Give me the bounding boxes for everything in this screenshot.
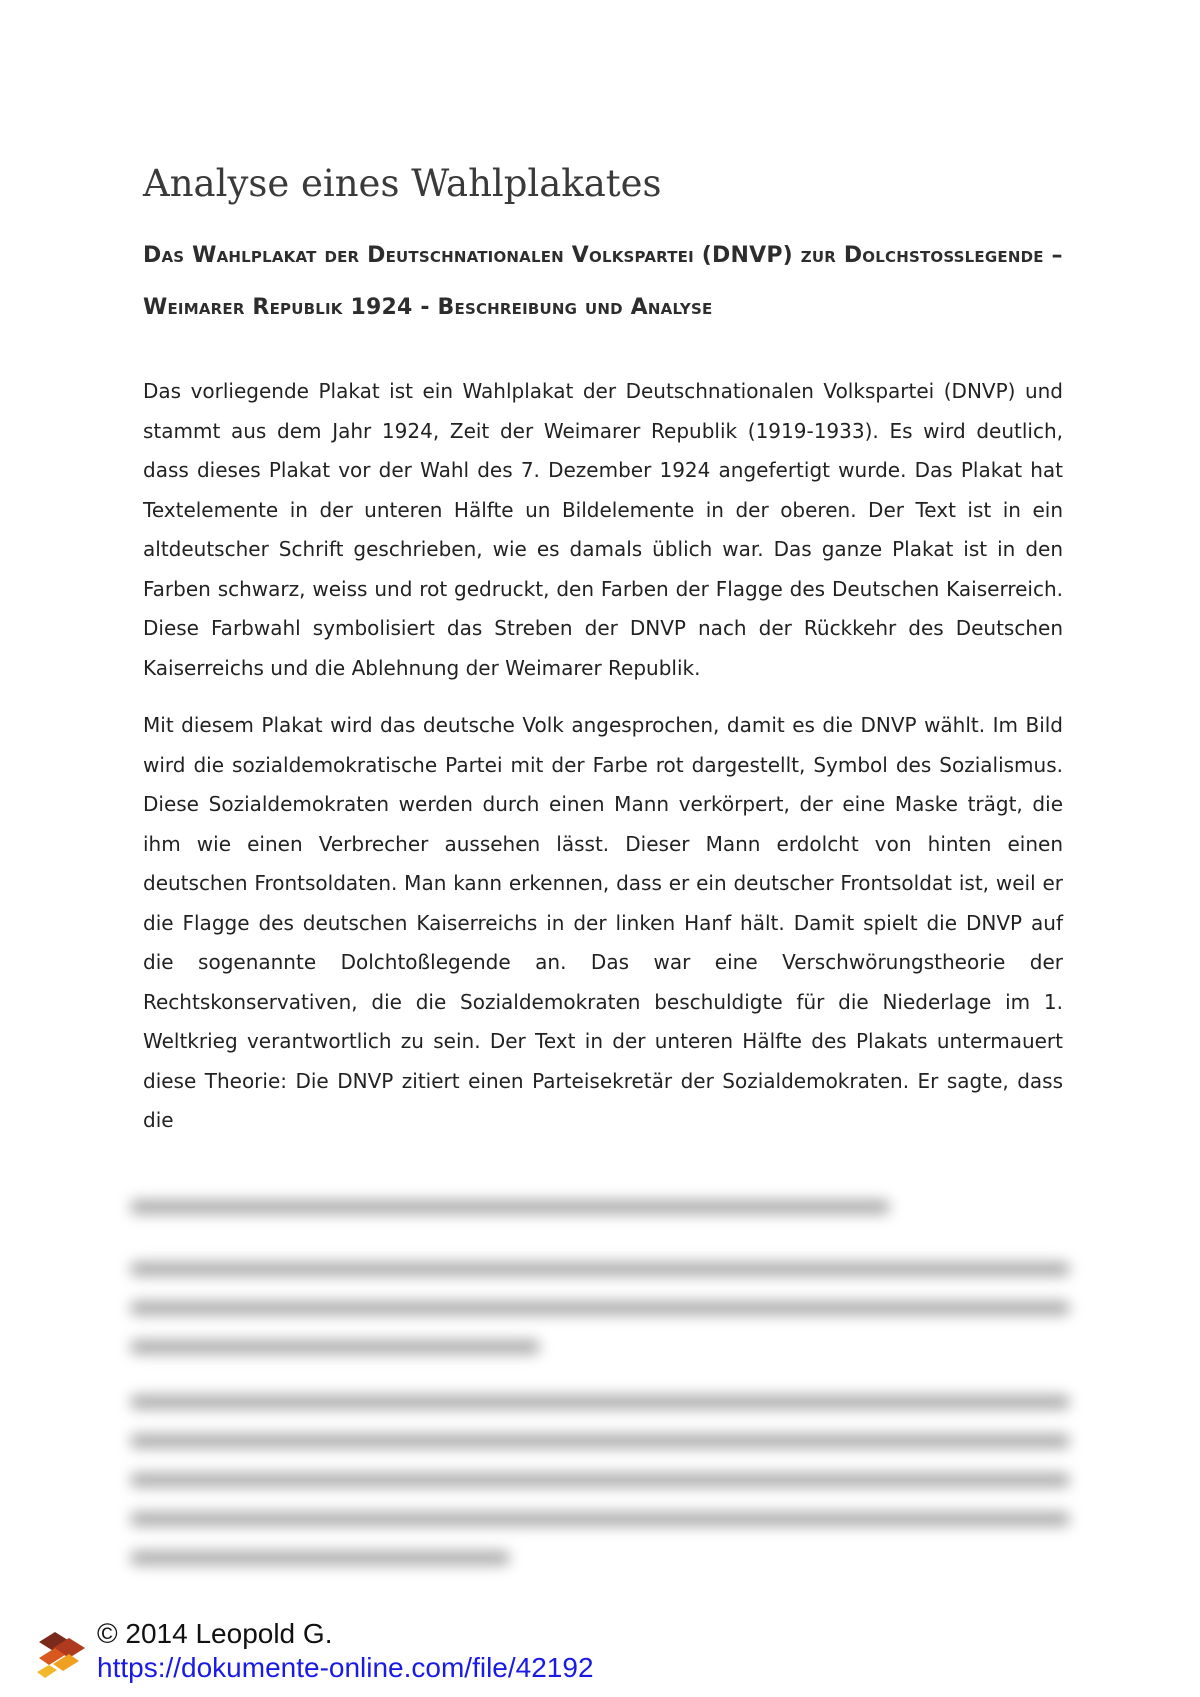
footer (35, 1614, 1165, 1694)
blurred-content-3 (130, 1395, 1070, 1590)
blurred-line (130, 1200, 890, 1214)
document-link[interactable]: https://dokumente-online.com/file/42192 (97, 1652, 594, 1683)
blurred-line (130, 1512, 1070, 1526)
blurred-line (130, 1395, 1070, 1409)
blurred-line (130, 1434, 1070, 1448)
paragraph-2: Mit diesem Plakat wird das deutsche Volk angesprochen, damit es die DNVP wählt. Im Bild wird die sozialdemokratische Partei mit der Farbe rot dargestellt, Symbol des Sozialismus. Diese Sozialdemokraten werden durch einen Mann verkörpert, der eine Maske trägt, die ihm wie einen Verbrecher aussehen lässt. Dieser Mann erdolcht von hinten einen deutschen Frontsoldaten. Man kann erkennen, dass er ein deutscher Frontsoldat ist, weil er die Flagge des deutschen Kaiserreichs in der linken Hanf hält. Damit spielt die DNVP auf die sogenannte Dolchtoßlegende an. Das war eine Verschwörungstheorie der Rechtskonservativen, die die Sozialdemokraten beschuldigte für die Niederlage im 1. Weltkrieg verantwortlich zu sein. Der Text in der unteren Hälfte des Plakats untermauert diese Theorie: Die DNVP zitiert einen Parteisekretär der Sozialdemokraten. Er sagte, dass die (143, 713, 1063, 1132)
blurred-line (130, 1340, 540, 1354)
document-subtitle: Das Wahlplakat der Deutschnationalen Volkspartei (DNVP) zur Dolchstosslegende – Weimarer Republik 1924 - Beschreibung und Analyse (143, 243, 1063, 320)
blurred-content-2 (130, 1262, 1070, 1379)
copyright-text: © 2014 Leopold G. (97, 1618, 333, 1649)
blurred-line (130, 1551, 510, 1565)
blurred-content-1 (130, 1200, 1070, 1239)
document-title: Analyse eines Wahlplakates (143, 162, 662, 205)
blurred-line (130, 1473, 1070, 1487)
blurred-line (130, 1262, 1070, 1276)
document-body (143, 372, 1063, 1159)
blurred-line (130, 1301, 1070, 1315)
dokumente-online-logo-icon (35, 1628, 90, 1683)
paragraph-1: Das vorliegende Plakat ist ein Wahlplakat der Deutschnationalen Volkspartei (DNVP) und stammt aus dem Jahr 1924, Zeit der Weimarer Republik (1919-1933). Es wird deutlich, dass dieses Plakat vor der Wahl des 7. Dezember 1924 angefertigt wurde. Das Plakat hat Textelemente in der unteren Hälfte un Bildelemente in der oberen. Der Text ist in ein altdeutscher Schrift geschrieben, wie es damals üblich war. Das ganze Plakat ist in den Farben schwarz, weiss und rot gedruckt, den Farben der Flagge des Deutschen Kaiserreich. Diese Farbwahl symbolisiert das Streben der DNVP nach der Rückkehr des Deutschen Kaiserreichs und die Ablehnung der Weimarer Republik. (143, 379, 1063, 680)
